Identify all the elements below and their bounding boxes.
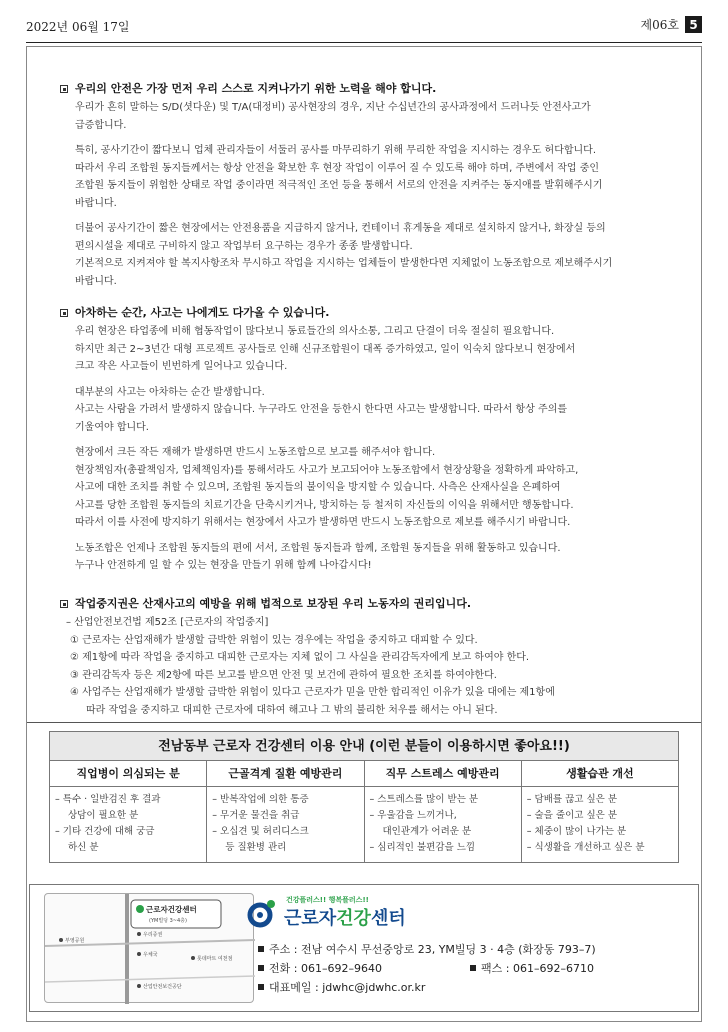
email-line: 대표메일 : jdwhc@jdwhc.or.kr bbox=[258, 979, 425, 995]
map-label: 우리증권 bbox=[143, 932, 163, 938]
bullet-square-icon bbox=[258, 946, 264, 952]
section-title: 작업중지권은 산재사고의 예방을 위해 법적으로 보장된 우리 노동자의 권리입니다. bbox=[60, 594, 680, 614]
section-body bbox=[60, 99, 680, 290]
info-column-head: 직무 스트레스 예방관리 bbox=[365, 761, 521, 787]
contact-footer bbox=[29, 884, 699, 1012]
paragraph: 우리가 흔히 말하는 S/D(셧다운) 및 T/A(대정비) 공사현장의 경우, 지난 수십년간의 공사과정에서 드러나듯 안전사고가 급증합니다. bbox=[75, 102, 591, 131]
issue-number: 제06호 bbox=[640, 18, 679, 32]
logo-slogan: 건강플러스!! 행복플러스!! bbox=[286, 896, 369, 904]
info-column bbox=[207, 761, 364, 862]
info-table-row bbox=[50, 761, 678, 862]
bullet-box-icon bbox=[60, 309, 68, 317]
section-body bbox=[60, 614, 680, 719]
law-item-continuation: 따라 작업을 중지하고 대피한 근로자에 대하여 해고나 그 밖의 불리한 처우를 해서는 아니 된다. bbox=[86, 704, 498, 716]
logo-name: 근로자건강센터 bbox=[284, 908, 406, 929]
bullet-square-icon bbox=[470, 965, 476, 971]
map-sign-sub: (YM빌딩 3~4층) bbox=[149, 918, 187, 924]
section-title: 아차하는 순간, 사고는 나에게도 다가올 수 있습니다. bbox=[60, 303, 680, 323]
section-work-stop-right bbox=[60, 594, 680, 719]
map-drawing bbox=[45, 894, 255, 1004]
map-dot bbox=[191, 956, 195, 960]
location-pin-icon bbox=[136, 905, 144, 913]
map-label: 부영공원 bbox=[65, 938, 85, 944]
paragraph: 우리 현장은 타업종에 비해 협동작업이 많다보니 동료들간의 의사소통, 그리고 단결이 더욱 절실히 필요합니다. 하지만 최근 2~3년간 대형 프로젝트 공사들로 인해 신규조합원이 대폭 증가하였고, 일이 익숙치 않다보니 현장에서 크고 작은 사고들이 빈번하게 일어나고 있습니다. bbox=[75, 326, 576, 372]
map-label: 산업안전보건공단 bbox=[143, 984, 182, 990]
address-line: 주소 : 전남 여수시 무선중앙로 23, YM빌딩 3 · 4층 (화장동 793–7) bbox=[258, 941, 596, 957]
section-title: 우리의 안전은 가장 먼저 우리 스스로 지켜나가기 위한 노력을 해야 합니다. bbox=[60, 79, 680, 99]
divider bbox=[27, 722, 701, 723]
law-reference: – 산업안전보건법 제52조 [근로자의 작업중지] bbox=[66, 617, 269, 628]
paragraph: 대부분의 사고는 아차하는 순간 발생합니다. 사고는 사람을 가려서 발생하지 않습니다. 누구라도 안전을 등한시 한다면 사고는 발생합니다. 따라서 항상 주의를 기울여야 합니다. bbox=[75, 386, 568, 433]
paragraph: 노동조합은 언제나 조합원 동지들의 편에 서서, 조합원 동지들과 함께, 조합원 동지들을 위해 활동하고 있습니다. 누구나 안전하게 일 할 수 있는 현장을 만들기 위해 함께 나아갑시다! bbox=[75, 542, 561, 571]
phone-line: 전화 : 061–692–9640 bbox=[258, 960, 382, 976]
map-dot bbox=[59, 938, 63, 942]
section-body bbox=[60, 323, 680, 575]
section-accident-moment bbox=[60, 303, 680, 583]
bullet-box-icon bbox=[60, 85, 68, 93]
law-item: ④ 사업주는 산업재해가 발생할 급박한 위험이 있다고 근로자가 믿을 만한 합리적인 이유가 있을 대에는 제1항에 bbox=[70, 687, 555, 698]
paragraph: 더불어 공사기간이 짧은 현장에서는 안전용품을 지급하지 않거나, 컨테이너 휴게동을 제대로 설치하지 않거나, 화장실 등의 편의시설을 제대로 구비하지 않고 작업부터 요구하는 경우가 종종 발생합니다. 기본적으로 지켜져야 할 복지사항조차 무시하고 작업을 지시하는 업체들이 발생한다면 지체없이 노동조합으로 제보해주시기 바랍니다. bbox=[75, 223, 613, 287]
issue-info bbox=[641, 16, 702, 33]
info-column bbox=[365, 761, 522, 862]
paragraph: 현장에서 크든 작든 재해가 발생하면 반드시 노동조합으로 보고를 해주셔야 합니다. 현장책임자(총괄책임자, 업체책임자)를 통해서라도 사고가 보고되어야 노동조합에서 현장상황을 정확하게 파악하고, 사고에 대한 조치를 취할 수 있으며, 조합원 동지들의 불이익을 방지할 수 있습니다. 사측은 산재사실을 은폐하여 사고를 당한 조합원 동지들의 치료기간을 단축시키거나, 방치하는 등 철저히 자신들의 이익을 위해서만 행동합니다. 따라서 이를 사전에 방지하기 위해서는 현장에서 사고가 발생하면 반드시 노동조합으로 제보를 해주시기 바랍니다. bbox=[75, 447, 579, 528]
map-dot bbox=[137, 952, 141, 956]
header-rule bbox=[26, 42, 702, 43]
bullet-square-icon bbox=[258, 984, 264, 990]
info-column-head: 직업병이 의심되는 분 bbox=[50, 761, 206, 787]
paragraph: 특히, 공사기간이 짧다보니 업체 관리자들이 서둘러 공사를 마무리하기 위해 무리한 작업을 지시하는 경우도 허다합니다. 따라서 우리 조합원 동지들께서는 항상 안전을 확보한 후 현장 작업이 이루어 질 수 있도록 해야 하며, 주변에서 작업 중인 조합원 동지들이 위험한 상태로 작업 중이라면 적극적인 조언 등을 통해서 서로의 안전을 지켜주는 동지애를 발휘해주시기 바랍니다. bbox=[75, 145, 603, 209]
info-column-head: 생활습관 개선 bbox=[522, 761, 678, 787]
bullet-box-icon bbox=[60, 600, 68, 608]
logo-icon bbox=[246, 897, 280, 931]
info-table-title: 전남동부 근로자 건강센터 이용 안내 (이런 분들이 이용하시면 좋아요!!) bbox=[50, 732, 678, 761]
info-column-body: – 담배를 끊고 싶은 분 – 술을 줄이고 싶은 분 – 체중이 많이 나가는 분 – 식생활을 개선하고 싶은 분 bbox=[526, 794, 645, 853]
law-item: ① 근로자는 산업재해가 발생할 급박한 위험이 있는 경우에는 작업을 중지하고 대피할 수 있다. bbox=[70, 634, 478, 646]
law-item: ② 제1항에 따라 작업을 중지하고 대피한 근로자는 지체 없이 그 사실을 관리감독자에게 보고 하여야 한다. bbox=[70, 652, 530, 663]
bullet-square-icon bbox=[258, 965, 264, 971]
map-dot bbox=[137, 932, 141, 936]
health-center-info-table bbox=[49, 731, 679, 863]
section-safety-first bbox=[60, 79, 680, 298]
law-item: ③ 관리감독자 등은 제2항에 따른 보고를 받으면 안전 및 보건에 관하여 필요한 조치를 하여야한다. bbox=[70, 669, 497, 681]
map-label: 우체국 bbox=[143, 952, 158, 958]
info-column-body: – 반복작업에 의한 통증 – 무거운 물건을 취급 – 오십견 및 허리디스크 등 질환병 관리 bbox=[212, 794, 309, 853]
map-sign-title: 근로자건강센터 bbox=[146, 905, 197, 914]
fax-line: 팩스 : 061–692–6710 bbox=[470, 960, 594, 976]
info-column bbox=[522, 761, 678, 862]
location-map bbox=[44, 893, 254, 1003]
info-column-body: – 스트레스를 많이 받는 분 – 우울감을 느끼거나, 대인관계가 어려운 분 – 심리적인 불편감을 느낌 bbox=[369, 794, 479, 853]
info-column-body: – 특수 · 일반검진 후 결과 상담이 필요한 분 – 기타 건강에 대해 궁금 하신 분 bbox=[55, 794, 161, 853]
info-column-head: 근골격계 질환 예방관리 bbox=[207, 761, 363, 787]
issue-date: 2022년 06월 17일 bbox=[26, 20, 130, 34]
info-column bbox=[50, 761, 207, 862]
map-dot bbox=[137, 984, 141, 988]
map-label: 롯데마트 여천점 bbox=[197, 956, 233, 962]
map-road bbox=[45, 976, 255, 982]
page-header bbox=[26, 14, 702, 40]
page-number: 5 bbox=[685, 16, 702, 33]
